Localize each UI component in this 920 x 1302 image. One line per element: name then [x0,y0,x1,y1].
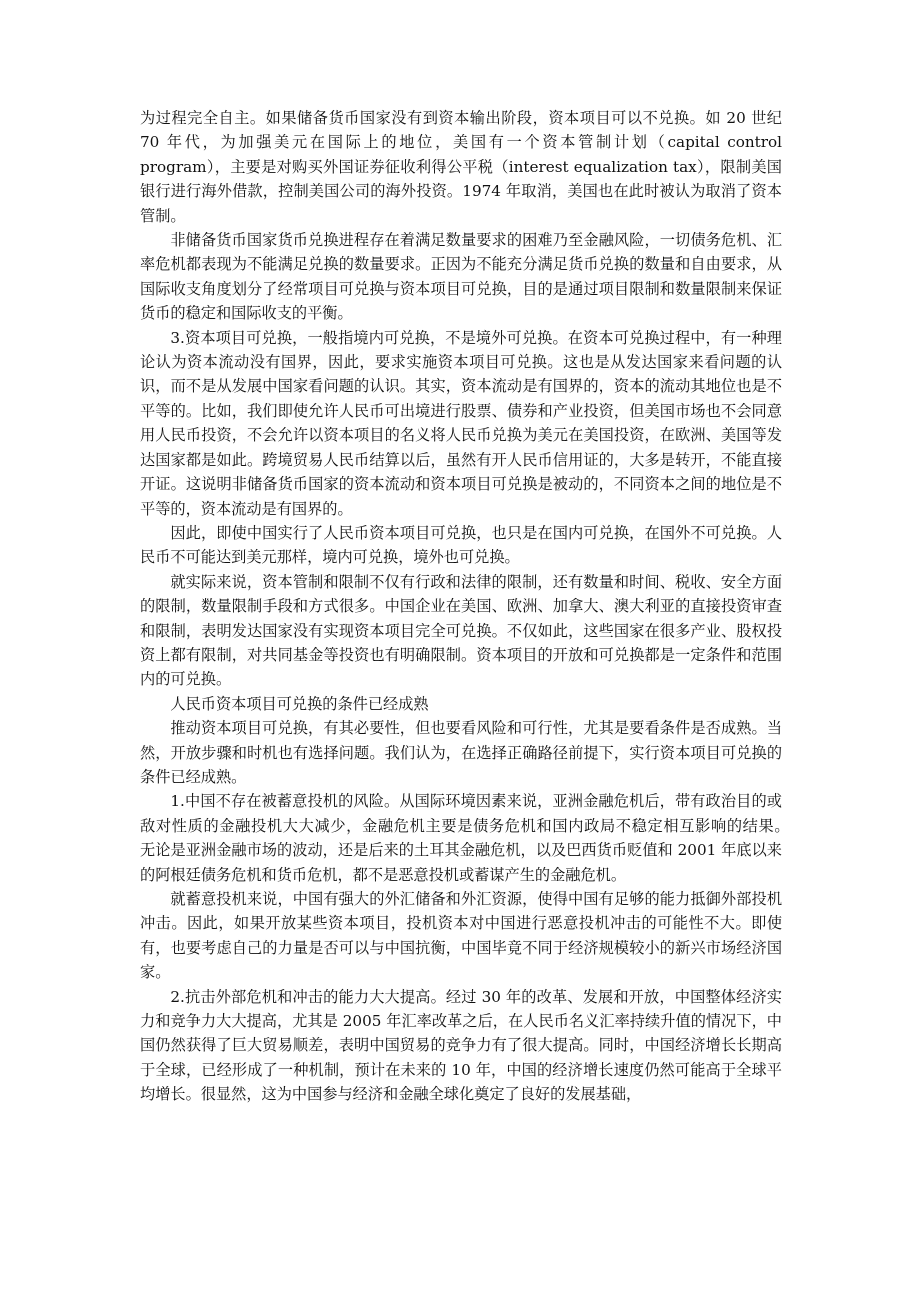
paragraph-8: 1.中国不存在被蓄意投机的风险。从国际环境因素来说，亚洲金融危机后，带有政治目的或敌对性质的金融投机大大减少，金融危机主要是债务危机和国内政局不稳定相互影响的结果。 无论是亚洲金融市场的波动，还是后来的土耳其金融危机，以及巴西货币贬值和 2001 年底以来的阿根廷债务危机和货币危机，都不是恶意投机或蓄谋产生的金融危机。 [140,792,828,884]
paragraph-5: 就实际来说，资本管制和限制不仅有行政和法律的限制，还有数量和时间、税收、安全方面的限制，数量限制手段和方式很多。中国企业在美国、欧洲、加拿大、澳大利亚的直接投资审查和限制，表明发达国家没有实现资本项目完全可兑换。不仅如此，这些国家在很多产业、股权投资上都有限制，对共同基金等投资也有明确限制。资本项目的开放和可兑换都是一定条件和范围内的可兑换。 [140,572,782,689]
paragraph-2: 非储备货币国家货币兑换进程存在着满足数量要求的困难乃至金融风险，一切债务危机、汇率危机都表现为不能满足兑换的数量要求。正因为不能充分满足货币兑换的数量和自由要求，从国际收支角度划分了经常项目可兑换与资本项目可兑换，目的是通过项目限制和数量限制来保证货币的稳定和国际收支的平衡。 [140,231,782,323]
paragraph-4: 因此，即使中国实行了人民币资本项目可兑换，也只是在国内可兑换，在国外不可兑换。人民币不可能达到美元那样，境内可兑换，境外也可兑换。 [140,523,782,567]
paragraph-9: 就蓄意投机来说，中国有强大的外汇储备和外汇资源，使得中国有足够的能力抵御外部投机冲击。因此，如果开放某些资本项目，投机资本对中国进行恶意投机冲击的可能性不大。即使有，也要考虑自己的力量是否可以与中国抗衡，中国毕竟不同于经济规模较小的新兴市场经济国家。 [140,890,782,982]
paragraph-7: 推动资本项目可兑换，有其必要性，但也要看风险和可行性，尤其是要看条件是否成熟。当然，开放步骤和时机也有选择问题。我们认为，在选择正确路径前提下，实行资本项目可兑换的条件已经成熟。 [140,719,782,786]
paragraph-1: 为过程完全自主。如果储备货币国家没有到资本输出阶段，资本项目可以不兑换。如 20 世纪 70 年代，为加强美元在国际上的地位，美国有一个资本管制计划（capital control program），主要是对购买外国证券征收利得公平税（interest equalization tax），限制美国银行进行海外借款，控制美国公司的海外投资。1974 年取消，美国也在此时被认为取消了资本管制。 [140,109,782,225]
paragraph-3: 3.资本项目可兑换，一般指境内可兑换，不是境外可兑换。在资本可兑换过程中，有一种理论认为资本流动没有国界，因此，要求实施资本项目可兑换。这也是从发达国家来看问题的认识，而不是从发展中国家看问题的认识。其实，资本流动是有国界的，资本的流动其地位也是不平等的。比如，我们即使允许人民币可出境进行股票、债券和产业投资，但美国市场也不会同意用人民币投资，不会允许以资本项目的名义将人民币兑换为美元在美国投资，在欧洲、美国等发达国家都是如此。跨境贸易人民币结算以后，虽然有开人民币信用证的，大多是转开，不能直接开证。这说明非储备货币国家的资本流动和资本项目可兑换是被动的，不同资本之间的地位是不平等的，资本流动是有国界的。 [140,328,782,518]
document-body [140,106,828,1107]
paragraph-10: 2.抗击外部危机和冲击的能力大大提高。经过 30 年的改革、发展和开放，中国整体经济实力和竞争力大大提高，尤其是 2005 年汇率改革之后，在人民币名义汇率持续升值的情况下，中国仍然获得了巨大贸易顺差，表明中国贸易的竞争力有了很大提高。同时，中国经济增长长期高于全球，已经形成了一种机制，预计在未来的 10 年，中国的经济增长速度仍然可能高于全球平均增长。很显然，这为中国参与经济和金融全球化奠定了良好的发展基础， [140,987,782,1104]
section-heading: 人民币资本项目可兑换的条件已经成熟 [170,694,429,713]
